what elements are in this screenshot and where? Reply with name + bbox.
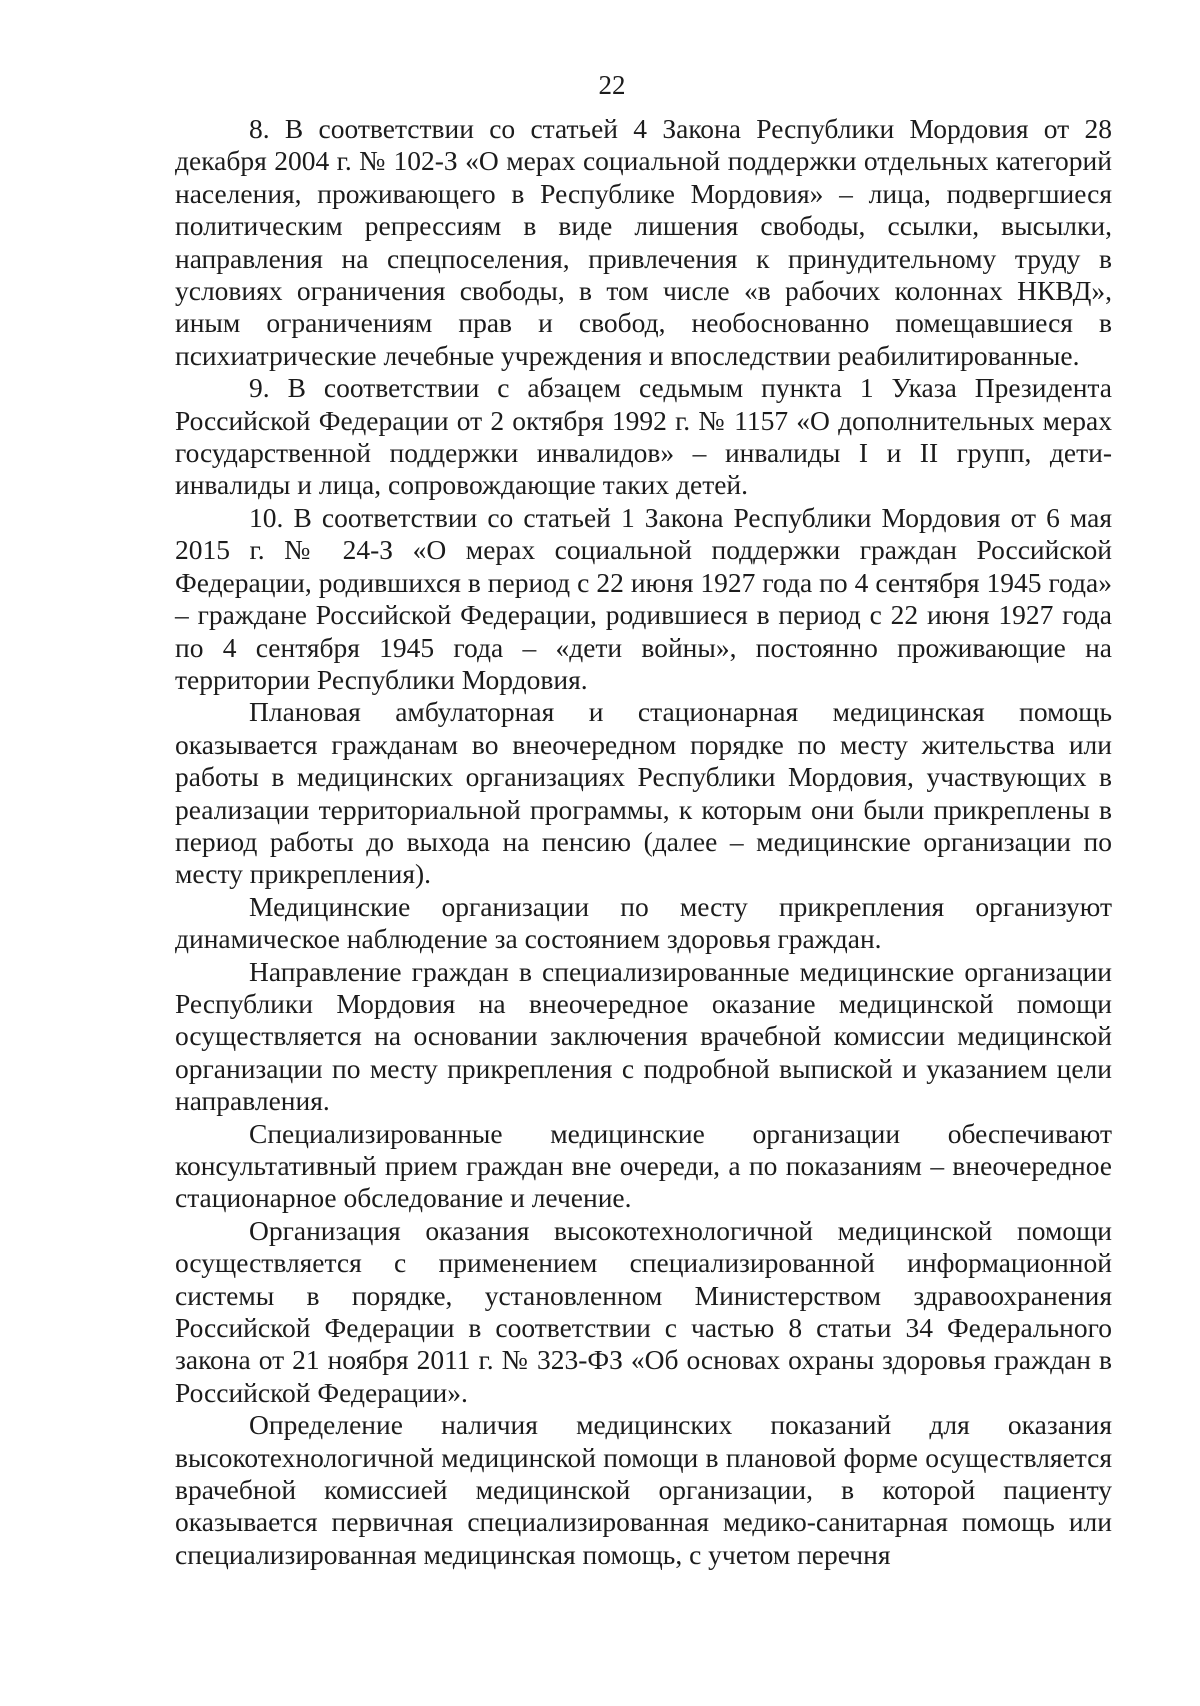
document-body [175, 113, 1112, 1571]
paragraph-referral: Направление граждан в специализированные медицинские организации Республики Мордовия на внеочередное оказание медицинской помощи осуществляется на основании заключения врачебной комиссии медицинской организации по месту прикрепления с подробной выпиской и указанием цели направления. [175, 955, 1112, 1117]
paragraph-high-tech-care: Организация оказания высокотехнологичной медицинской помощи осуществляется с применением специализированной информационной системы в порядке, установленном Министерством здравоохранения Российской Федерации в соответствии с частью 8 статьи 34 Федерального закона от 21 ноября 2011 г. № 323-ФЗ «Об основах охраны здоровья граждан в Российской Федерации». [175, 1214, 1112, 1408]
paragraph-specialized-orgs: Специализированные медицинские организации обеспечивают консультативный прием граждан вне очереди, а по показаниям – внеочередное стационарное обследование и лечение. [175, 1117, 1112, 1214]
paragraph-planned-care: Плановая амбулаторная и стационарная медицинская помощь оказывается гражданам во внеочередном порядке по месту жительства или работы в медицинских организациях Республики Мордовия, участвующих в реализации территориальной программы, к которым они были прикреплены в период работы до выхода на пенсию (далее – медицинские организации по месту прикрепления). [175, 696, 1112, 890]
paragraph-item-8: 8. В соответствии со статьей 4 Закона Республики Мордовия от 28 декабря 2004 г. № 102-З «О мерах социальной поддержки отдельных категорий населения, проживающего в Республике Мордовия» – лица, подвергшиеся политическим репрессиям в виде лишения свободы, ссылки, высылки, направления на спецпоселения, привлечения к принудительному труду в условиях ограничения свободы, в том числе «в рабочих колоннах НКВД», иным ограничениям прав и свобод, необоснованно помещавшиеся в психиатрические лечебные учреждения и впоследствии реабилитированные. [175, 113, 1112, 371]
page-number: 22 [598, 70, 626, 100]
paragraph-dynamic-observation: Медицинские организации по месту прикрепления организуют динамическое наблюдение за состоянием здоровья граждан. [175, 890, 1112, 955]
paragraph-item-10: 10. В соответствии со статьей 1 Закона Республики Мордовия от 6 мая 2015 г. № 24-З «О мерах социальной поддержки граждан Российской Федерации, родившихся в период с 22 июня 1927 года по 4 сентября 1945 года» – граждане Российской Федерации, родившиеся в период с 22 июня 1927 года по 4 сентября 1945 года – «дети войны», постоянно проживающие на территории Республики Мордовия. [175, 501, 1112, 695]
paragraph-item-9: 9. В соответствии с абзацем седьмым пункта 1 Указа Президента Российской Федерации от 2 октября 1992 г. № 1157 «О дополнительных мерах государственной поддержки инвалидов» – инвалиды I и II групп, дети-инвалиды и лица, сопровождающие таких детей. [175, 372, 1112, 501]
paragraph-indications: Определение наличия медицинских показаний для оказания высокотехнологичной медицинской помощи в плановой форме осуществляется врачебной комиссией медицинской организации, в которой пациенту оказывается первичная специализированная медико-санитарная помощь или специализированная медицинская помощь, с учетом перечня [175, 1409, 1112, 1570]
